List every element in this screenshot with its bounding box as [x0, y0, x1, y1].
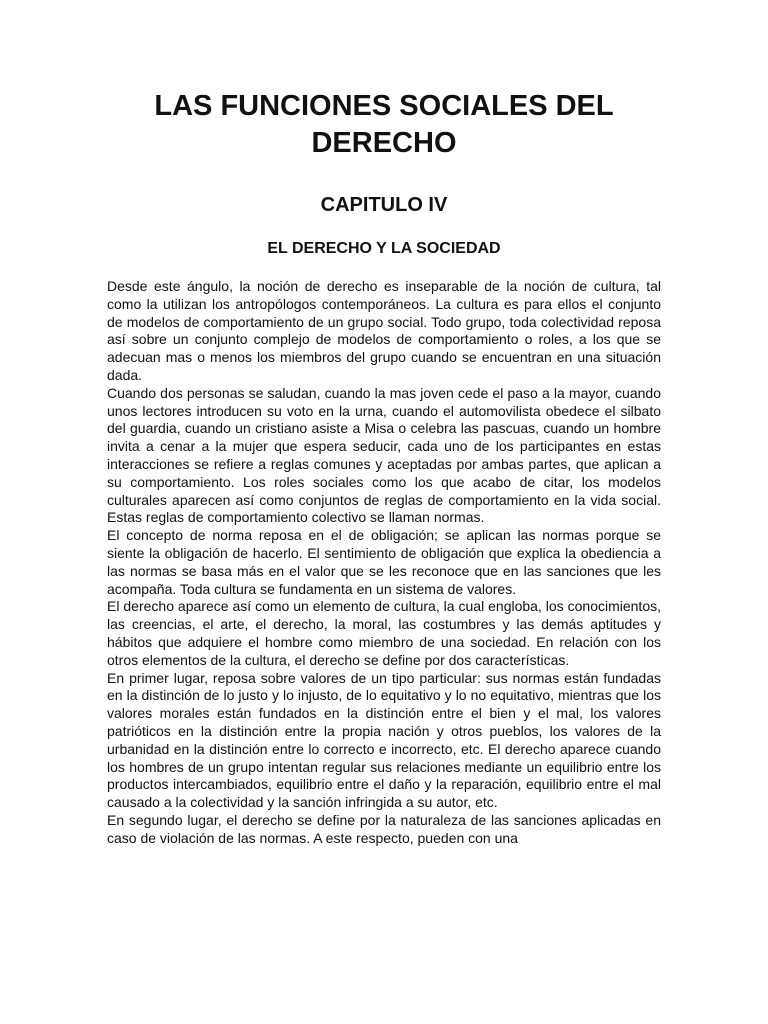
paragraph: Desde este ángulo, la noción de derecho es inseparable de la noción de cultura, tal como la utilizan los antropólogos contemporáneos. La cultura es para ellos el conjunto de modelos de comportamiento de un grupo social. Todo grupo, toda colectividad reposa así sobre un conjunto complejo de modelos de comportamiento o roles, a los que se adecuan mas o menos los miembros del grupo cuando se encuentran en una situación dada.	[107, 278, 661, 383]
body-text	[107, 278, 661, 848]
paragraph: El derecho aparece así como un elemento de cultura, la cual engloba, los conocimientos, las creencias, el arte, el derecho, la moral, las costumbres y las demás aptitudes y hábitos que adquiere el hombre como miembro de una sociedad. En relación con los otros elementos de la cultura, el derecho se define por dos características.	[107, 598, 661, 668]
paragraph: El concepto de norma reposa en el de obligación; se aplican las normas porque se siente la obligación de hacerlo. El sentimiento de obligación que explica la obediencia a las normas se basa más en el valor que se les reconoce que en las sanciones que les acompaña. Toda cultura se fundamenta en un sistema de valores.	[107, 527, 661, 597]
document-title: LAS FUNCIONES SOCIALES DEL DERECHO	[154, 90, 614, 159]
section-heading: EL DERECHO Y LA SOCIEDAD	[267, 240, 501, 257]
paragraph: En segundo lugar, el derecho se define por la naturaleza de las sanciones aplicadas en caso de violación de las normas. A este respecto, pueden con una	[107, 811, 661, 846]
chapter-heading: CAPITULO IV	[320, 194, 448, 216]
paragraph: Cuando dos personas se saludan, cuando la mas joven cede el paso a la mayor, cuando unos lectores introducen su voto en la urna, cuando el automovilista obedece el silbato del guardia, cuando un cristiano asiste a Misa o celebra las pascuas, cuando un hombre invita a cenar a la mujer que espera seducir, cada uno de los participantes en estas interacciones se refiere a reglas comunes y aceptadas por ambas partes, que aplican a su comportamiento. Los roles sociales como los que acabo de citar, los modelos culturales aparecen así como conjuntos de reglas de comportamiento en la vida social. Estas reglas de comportamiento colectivo se llaman normas.	[107, 384, 661, 526]
paragraph: En primer lugar, reposa sobre valores de un tipo particular: sus normas están fundadas en la distinción de lo justo y lo injusto, de lo equitativo y lo no equitativo, mientras que los valores morales están fundados en la distinción entre el bien y el mal, los valores patrióticos en la distinción entre la propia nación y otros pueblos, los valores de la urbanidad en la distinción entre lo correcto e incorrecto, etc. El derecho aparece cuando los hombres de un grupo intentan regular sus relaciones mediante un equilibrio entre los productos intercambiados, equilibrio entre el daño y la reparación, equilibrio entre el mal causado a la colectividad y la sanción infringida a su autor, etc.	[107, 669, 661, 811]
